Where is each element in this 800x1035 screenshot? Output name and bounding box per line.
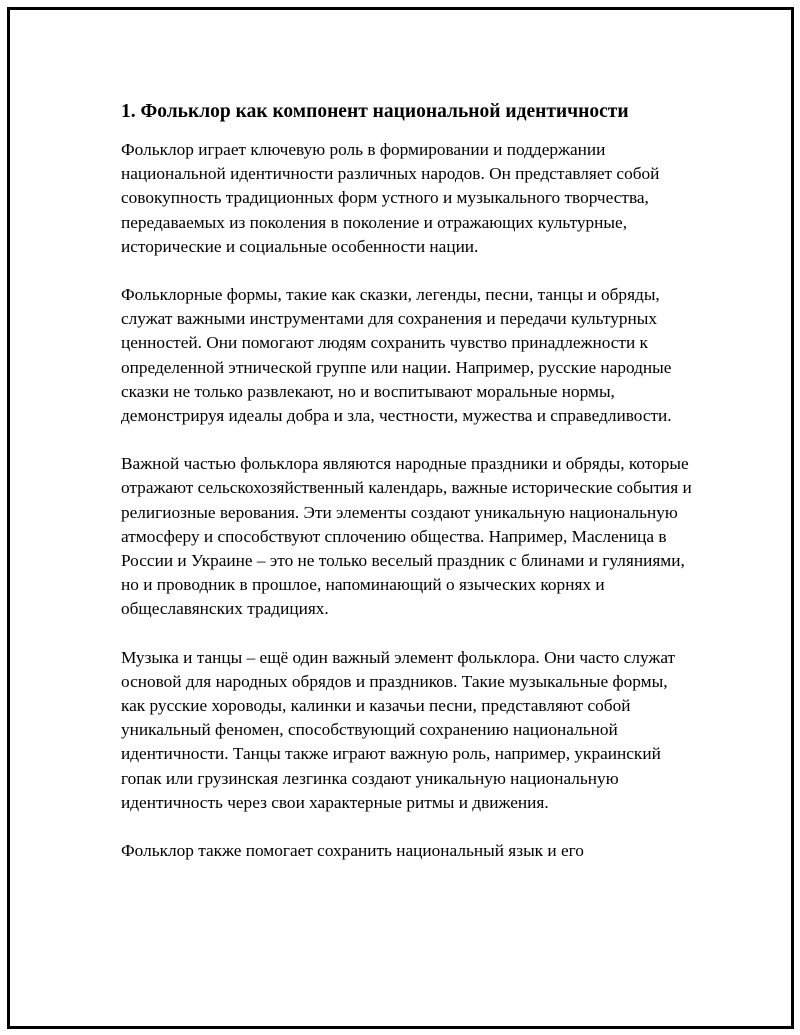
paragraph-3: Важной частью фольклора являются народные праздники и обряды, которые отражают сельскохозяйственный календарь, важные исторические события и религиозные верования. Эти элементы создают уникальную национальную атмосферу и способствуют сплочению общества. Например, Масленица в России и Украине – это не только веселый праздник с блинами и гуляниями, но и проводник в прошлое, напоминающий о языческих корнях и общеславянских традициях.	[121, 454, 692, 619]
document-body	[121, 98, 696, 863]
section-heading: 1. Фольклор как компонент национальной идентичности	[121, 101, 629, 122]
paragraph-2: Фольклорные формы, такие как сказки, легенды, песни, танцы и обряды, служат важными инструментами для сохранения и передачи культурных ценностей. Они помогают людям сохранить чувство принадлежности к определенной этнической группе или нации. Например, русские народные сказки не только развлекают, но и воспитывают моральные нормы, демонстрируя идеалы добра и зла, честности, мужества и справедливости.	[121, 285, 672, 426]
paragraph-5: Фольклор также помогает сохранить национальный язык и его	[121, 841, 584, 861]
page-frame	[7, 7, 794, 1029]
paragraph-4: Музыка и танцы – ещё один важный элемент фольклора. Они часто служат основой для народных обрядов и праздников. Такие музыкальные формы, как русские хороводы, калинки и казачьи песни, представляют собой уникальный феномен, способствующий сохранению национальной идентичности. Танцы также играют важную роль, например, украинский гопак или грузинская лезгинка создают уникальную национальную идентичность через свои характерные ритмы и движения.	[121, 647, 676, 812]
paragraph-1: Фольклор играет ключевую роль в формировании и поддержании национальной идентичности различных народов. Он представляет собой совокупность традиционных форм устного и музыкального творчества, передаваемых из поколения в поколение и отражающих культурные, исторические и социальные особенности нации.	[121, 140, 660, 256]
